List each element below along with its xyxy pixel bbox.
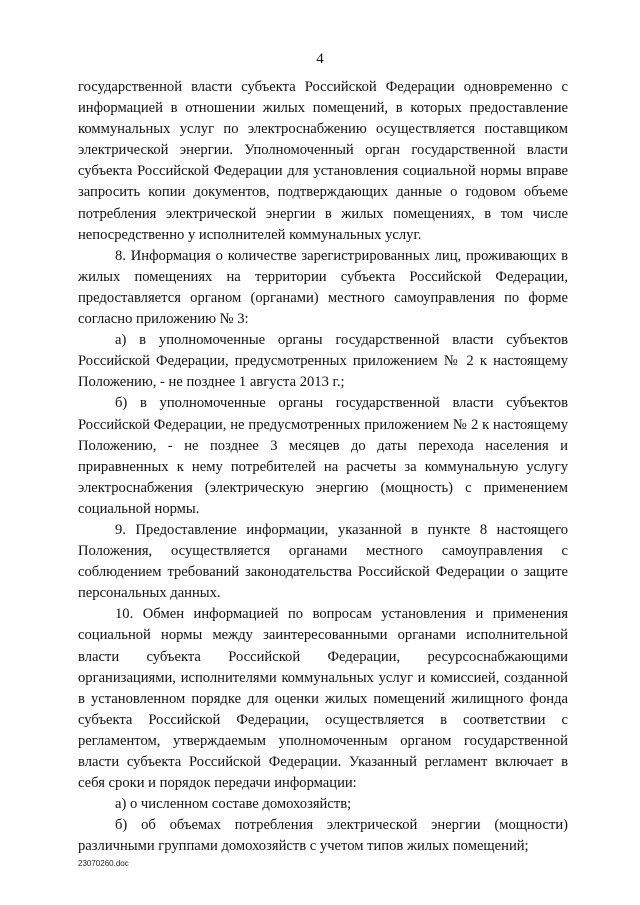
paragraph-item-9: 9. Предоставление информации, указанной в пункте 8 настоящего Положения, осуществляется органами местного самоуправления с соблюдением требований законодательства Российской Федерации о защите персональных данных. <box>78 521 568 602</box>
paragraph-item-10: 10. Обмен информацией по вопросам установления и применения социальной нормы между заинтересованными органами исполнительной власти субъекта Российской Федерации, ресурсоснабжающими организациями, исполнителями коммунальных услуг и комиссией, созданной в установленном порядке для оценки жилых помещений жилищного фонда субъекта Российской Федерации, осуществляется в соответствии с регламентом, утверждаемым уполномоченным органом государственной власти субъекта Российской Федерации. Указанный регламент включает в себя сроки и порядок передачи информации: <box>78 606 568 792</box>
document-body <box>78 77 568 857</box>
paragraph-continuation: государственной власти субъекта Российской Федерации одновременно с информацией в отношении жилых помещений, в которых предоставление коммунальных услуг по электроснабжению осуществляется поставщиком электрической энергии. Уполномоченный орган государственной власти субъекта Российской Федерации для установления социальной нормы вправе запросить копии документов, подтверждающих данные о годовом объеме потребления электрической энергии в жилых помещениях, в том числе непосредственно у исполнителей коммунальных услуг. <box>78 79 568 243</box>
paragraph-item-8b: б) в уполномоченные органы государственной власти субъектов Российской Федерации, не предусмотренных приложением № 2 к настоящему Положению, - не позднее 3 месяцев до даты перехода населения и приравненных к нему потребителей на расчеты за коммунальную услугу электроснабжения (электрическую энергию (мощность) с применением социальной нормы. <box>78 395 568 517</box>
paragraph-item-8: 8. Информация о количестве зарегистрированных лиц, проживающих в жилых помещениях на территории субъекта Российской Федерации, предоставляется органом (органами) местного самоуправления по форме согласно приложению № 3: <box>78 247 568 328</box>
paragraph-item-8a: а) в уполномоченные органы государственной власти субъектов Российской Федерации, предусмотренных приложением № 2 к настоящему Положению, - не позднее 1 августа 2013 г.; <box>78 332 568 391</box>
footer-document-name: 23070260.doc <box>78 859 129 868</box>
paragraph-item-10a: а) о численном составе домохозяйств; <box>115 796 352 813</box>
page-number: 4 <box>316 51 324 67</box>
paragraph-item-10b: б) об объемах потребления электрической энергии (мощности) различными группами домохозяйств с учетом типов жилых помещений; <box>78 817 568 855</box>
